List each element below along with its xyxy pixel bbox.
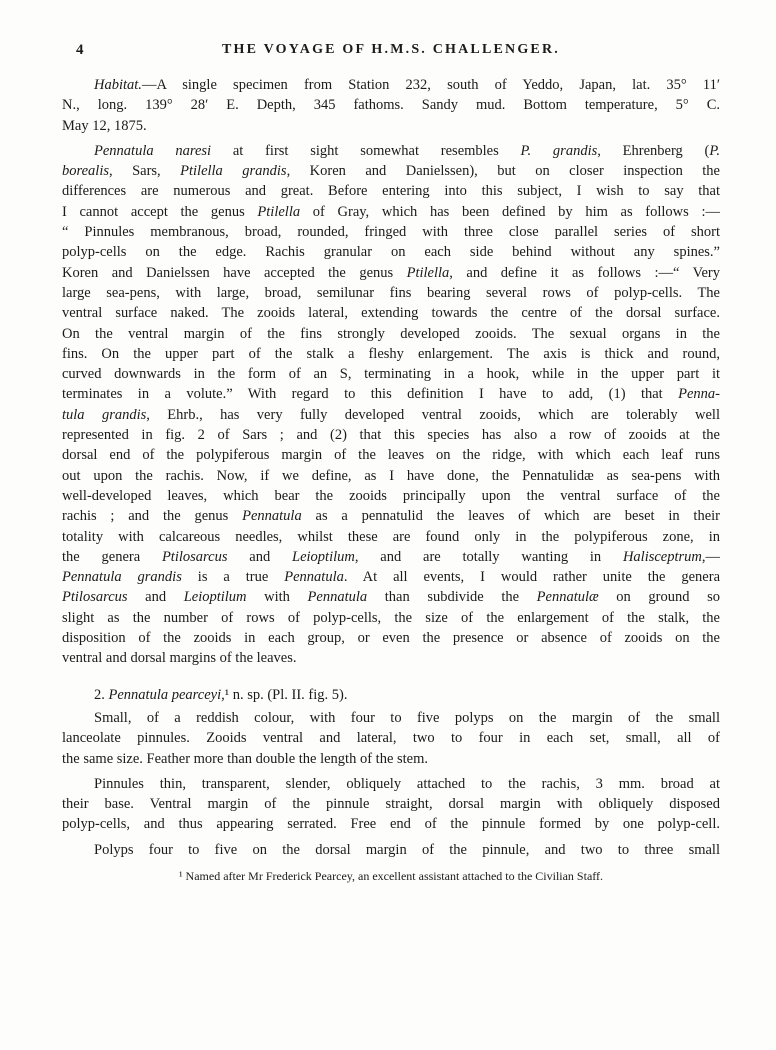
text-line: ventral surface naked. The zooids lateral, extending towards the centre of the dorsal surface.	[62, 305, 720, 322]
text-line: On the ventral margin of the fins strongly developed zooids. The sexual organs in the	[62, 325, 720, 342]
text-line: Pennatula naresi at first sight somewhat resembles P. grandis, Ehrenberg (P.	[94, 142, 720, 159]
text-column	[62, 75, 720, 884]
text-line: Pennatula grandis is a true Pennatula. At all events, I would rather unite the genera	[62, 569, 720, 586]
text-line: curved downwards in the form of an S, terminating in a hook, while in the upper part it	[62, 366, 720, 383]
text-line: dorsal end of the polypiferous margin of the leaves on the ridge, with which each leaf runs	[62, 447, 720, 464]
text-line: ventral and dorsal margins of the leaves.	[62, 650, 297, 667]
text-line: lanceolate pinnules. Zooids ventral and lateral, two to four in each set, small, all of	[62, 730, 720, 747]
text-line: represented in fig. 2 of Sars ; and (2) that this species has also a row of zooids at the	[62, 427, 720, 444]
paragraph	[62, 708, 720, 769]
text-line: Habitat.—A single specimen from Station 232, south of Yeddo, Japan, lat. 35° 11′	[94, 77, 720, 93]
text-line: polyp-cells, and thus appearing serrated. Free end of the pinnule formed by one polyp-cell.	[62, 816, 720, 833]
text-line: their base. Ventral margin of the pinnule straight, dorsal margin with obliquely disposed	[62, 796, 720, 813]
paragraph	[62, 774, 720, 835]
text-line: disposition of the zooids in each group, or even the presence or absence of zooids on the	[62, 630, 720, 647]
text-line: the same size. Feather more than double the length of the stem.	[62, 750, 429, 767]
text-line: Small, of a reddish colour, with four to five polyps on the margin of the small	[94, 709, 720, 726]
footnote: ¹ Named after Mr Frederick Pearcey, an excellent assistant attached to the Civilian Staff.	[178, 868, 604, 883]
running-title: THE VOYAGE OF H.M.S. CHALLENGER.	[222, 42, 560, 57]
text-line: the genera Ptilosarcus and Leioptilum, and are totally wanting in Halisceptrum,—	[62, 548, 720, 565]
text-line: I cannot accept the genus Ptilella of Gray, which has been defined by him as follows :—	[62, 203, 720, 220]
paragraph	[62, 75, 720, 136]
text-line: large sea-pens, with large, broad, semilunar fins bearing several rows of polyp-cells. The	[62, 284, 720, 301]
page-number: 4	[76, 42, 84, 58]
text-line: rachis ; and the genus Pennatula as a pennatulid the leaves of which are beset in their	[62, 508, 720, 525]
text-line: polyp-cells on the edge. Rachis granular on each side behind without any spines.”	[62, 244, 720, 261]
text-line: Pinnules thin, transparent, slender, obliquely attached to the rachis, 3 mm. broad at	[94, 775, 720, 792]
text-line: N., long. 139° 28′ E. Depth, 345 fathoms. Sandy mud. Bottom temperature, 5° C.	[62, 97, 720, 114]
text-line: slight as the number of rows of polyp-cells, the size of the enlargement of the stalk, the	[62, 609, 720, 626]
text-line: totality with calcareous needles, whilst these are found only in the polypiferous zone, in	[62, 528, 720, 545]
text-line: Ptilosarcus and Leioptilum with Pennatula than subdivide the Pennatulæ on ground so	[62, 589, 720, 606]
text-line: fins. On the upper part of the stalk a fleshy enlargement. The axis is thick and round,	[62, 345, 720, 362]
text-line: out upon the rachis. Now, if we define, as I have done, the Pennatulidæ as sea-pens with	[62, 467, 720, 484]
text-line: tula grandis, Ehrb., has very fully developed ventral zooids, which are tolerably well	[62, 406, 720, 423]
text-line: Polyps four to five on the dorsal margin of the pinnule, and two to three small	[94, 841, 720, 858]
text-line: borealis, Sars, Ptilella grandis, Koren and Danielssen), but on closer inspection the	[62, 163, 720, 180]
paragraph	[62, 840, 720, 860]
paragraph	[62, 141, 720, 669]
text-line: differences are numerous and great. Before entering into this subject, I wish to say that	[62, 183, 720, 200]
text-line: terminates in a volute.” With regard to this definition I have to add, (1) that Penna-	[62, 386, 720, 403]
text-line: Koren and Danielssen have accepted the genus Ptilella, and define it as follows :—“ Very	[62, 264, 720, 281]
text-line: “ Pinnules membranous, broad, rounded, fringed with three close parallel series of short	[62, 224, 720, 241]
text-line: May 12, 1875.	[62, 117, 147, 134]
species-heading: 2. Pennatula pearceyi,¹ n. sp. (Pl. II. fig. 5).	[94, 686, 348, 703]
text-line: well-developed leaves, which bear the zooids principally upon the ventral surface of the	[62, 487, 720, 504]
